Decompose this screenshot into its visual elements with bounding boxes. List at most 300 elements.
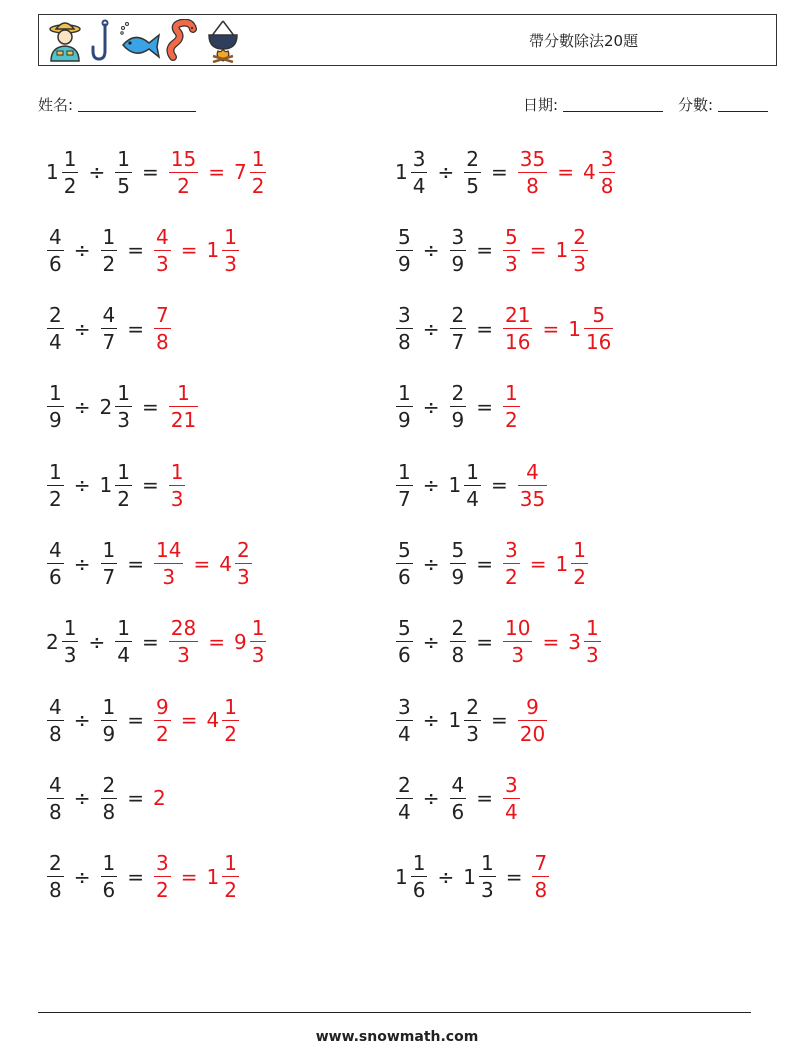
divisor-numerator: 1 (117, 616, 130, 641)
answer-denominator: 2 (169, 172, 198, 196)
answer-denominator: 3 (503, 641, 532, 665)
equals-sign: = (476, 316, 493, 341)
divisor-denominator: 3 (480, 878, 494, 903)
divide-sign: ÷ (422, 786, 440, 811)
answer-numerator: 1 (224, 694, 237, 719)
answer (500, 616, 604, 668)
dividend-fraction (47, 303, 64, 355)
answer-denominator: 20 (519, 721, 546, 746)
dividend-numerator: 1 (398, 459, 411, 484)
divisor-numerator: 1 (102, 538, 116, 562)
answer-denominator: 35 (519, 486, 546, 511)
divisor-numerator: 2 (466, 694, 479, 719)
dividend-fraction (47, 540, 64, 587)
answer-denominator: 2 (156, 878, 169, 903)
answer (166, 381, 201, 433)
divide-sign: ÷ (437, 864, 455, 889)
dividend-fraction (396, 224, 413, 276)
divisor-fraction (101, 303, 118, 355)
divisor-fraction (101, 540, 118, 587)
answer-fraction (571, 224, 588, 276)
equals-sign: = (141, 629, 159, 654)
answer-denominator: 2 (224, 878, 237, 903)
dividend-numerator: 3 (398, 694, 411, 719)
answer-denominator: 8 (518, 172, 547, 196)
answer-denominator: 2 (156, 721, 169, 746)
divide-sign: ÷ (73, 864, 91, 889)
problem-item (393, 377, 523, 437)
dividend-numerator: 2 (49, 303, 62, 328)
answer-denominator: 3 (585, 643, 599, 668)
divide-sign: ÷ (73, 708, 91, 733)
dividend-fraction (396, 459, 413, 511)
divide-sign: ÷ (73, 394, 91, 419)
divide-sign: ÷ (73, 473, 91, 498)
problem-item (393, 690, 550, 750)
fishing-hook-icon (89, 19, 113, 63)
equals-sign: = (141, 160, 159, 184)
dividend-fraction (47, 224, 64, 276)
dividend-fraction (47, 851, 64, 903)
answer-fraction (584, 303, 613, 355)
dividend-denominator: 2 (63, 173, 77, 198)
answer (500, 303, 616, 355)
divisor-numerator: 1 (102, 851, 116, 876)
equals-sign: = (476, 394, 493, 419)
answer (515, 146, 619, 198)
divisor-denominator: 9 (451, 408, 465, 433)
answer-fraction (503, 381, 520, 433)
answer-fraction (518, 146, 547, 198)
problem-item (44, 534, 255, 594)
divisor-denominator: 5 (466, 173, 479, 198)
answer-numerator: 2 (236, 538, 250, 562)
answer-fraction (503, 772, 520, 824)
dividend-denominator: 3 (63, 643, 77, 668)
divisor-denominator: 6 (102, 878, 116, 903)
problem-item (44, 142, 269, 202)
problem-item (44, 220, 242, 280)
problem-item (44, 455, 188, 515)
score-blank-line (718, 97, 768, 112)
divide-sign: ÷ (422, 708, 440, 733)
answer-denominator: 3 (236, 565, 250, 589)
answer-whole: 1 (206, 864, 220, 889)
answer-denominator: 3 (224, 251, 237, 276)
divisor-denominator: 7 (451, 330, 465, 355)
divisor-fraction (479, 851, 496, 903)
divisor-denominator: 9 (451, 251, 465, 276)
dividend-denominator: 6 (398, 643, 411, 668)
answer-denominator: 3 (156, 251, 169, 276)
problem-item (393, 534, 591, 594)
divisor-fraction (450, 772, 467, 824)
answer-equals-sign: = (529, 238, 547, 263)
answer-fraction (503, 303, 532, 355)
problem-item (44, 612, 269, 672)
answer-whole: 2 (153, 786, 166, 811)
dividend-whole: 1 (46, 160, 59, 184)
problem-item (393, 220, 591, 280)
answer-denominator: 3 (505, 251, 518, 276)
equals-sign: = (127, 238, 144, 263)
date-blank-line (563, 97, 663, 112)
dividend-fraction (396, 540, 413, 587)
equals-sign: = (476, 551, 493, 576)
answer-denominator: 3 (251, 643, 265, 668)
answer-denominator: 3 (169, 641, 198, 665)
answer (151, 851, 242, 903)
answer-equals-sign: = (529, 551, 547, 576)
dividend-denominator: 9 (49, 408, 62, 433)
answer (151, 303, 174, 355)
divisor-numerator: 4 (451, 772, 465, 797)
divide-sign: ÷ (73, 786, 91, 811)
dividend-numerator: 4 (49, 772, 62, 797)
answer-numerator: 1 (177, 381, 190, 406)
divisor-fraction (115, 381, 132, 433)
divide-sign: ÷ (88, 629, 106, 654)
dividend-fraction (411, 851, 428, 903)
answer (515, 694, 550, 746)
answer-whole: 1 (555, 238, 569, 263)
divide-sign: ÷ (422, 629, 440, 654)
divisor-denominator: 8 (451, 643, 465, 668)
dividend-denominator: 9 (398, 408, 411, 433)
footer-url: www.snowmath.com (315, 1029, 479, 1045)
problem-item (393, 299, 616, 359)
answer-numerator: 5 (505, 224, 518, 249)
footer-divider (38, 1012, 751, 1013)
answer-numerator: 7 (534, 851, 548, 876)
equals-sign: = (127, 786, 144, 811)
divide-sign: ÷ (422, 316, 440, 341)
answer-equals-sign: = (180, 708, 198, 733)
answer-fraction (154, 303, 171, 355)
answer-fraction (532, 851, 549, 903)
divisor-whole: 1 (448, 708, 462, 733)
dividend-fraction (396, 616, 413, 668)
equals-sign: = (141, 394, 159, 419)
divisor-fraction (115, 616, 132, 668)
divisor-whole: 1 (99, 473, 113, 498)
answer-fraction (154, 694, 171, 746)
answer (151, 694, 242, 746)
answer-numerator: 28 (170, 616, 197, 641)
answer-numerator: 1 (170, 459, 184, 484)
answer-numerator: 9 (526, 694, 539, 719)
answer-equals-sign: = (208, 629, 225, 654)
answer-numerator: 15 (170, 146, 197, 171)
dividend-denominator: 8 (49, 878, 62, 903)
answer-denominator: 2 (251, 173, 265, 198)
answer-numerator: 1 (505, 381, 518, 406)
answer-equals-sign: = (542, 629, 560, 654)
dividend-denominator: 4 (412, 173, 426, 198)
answer-fraction (503, 540, 520, 587)
date-field (523, 94, 663, 115)
name-field (38, 94, 196, 115)
answer (500, 772, 523, 824)
problem-item (393, 847, 552, 907)
divisor-numerator: 1 (102, 694, 116, 719)
answer-fraction (503, 616, 532, 668)
answer-fraction (599, 146, 616, 198)
divisor-whole: 2 (99, 394, 113, 419)
divisor-fraction (450, 224, 467, 276)
answer (500, 540, 591, 587)
divide-sign: ÷ (73, 238, 91, 263)
answer-whole: 4 (582, 160, 596, 184)
answer-numerator: 4 (156, 224, 169, 249)
answer-fraction (222, 694, 239, 746)
dividend-fraction (47, 459, 64, 511)
divisor-denominator: 4 (466, 486, 479, 511)
answer-denominator: 3 (170, 486, 184, 511)
equals-sign: = (141, 473, 159, 498)
worm-icon (165, 19, 199, 63)
answer (151, 224, 242, 276)
answer-numerator: 14 (156, 538, 182, 562)
divisor-numerator: 2 (466, 146, 479, 171)
answer-numerator: 3 (505, 772, 518, 797)
divide-sign: ÷ (88, 160, 106, 184)
answer-numerator: 1 (251, 146, 265, 171)
divisor-denominator: 6 (451, 799, 465, 824)
equals-sign: = (490, 160, 508, 184)
answer-numerator: 1 (224, 851, 237, 876)
problem-item (44, 690, 242, 750)
divisor-denominator: 3 (117, 408, 130, 433)
divisor-fraction (464, 146, 481, 198)
answer-equals-sign: = (180, 238, 198, 263)
answer (515, 459, 550, 511)
dividend-fraction (411, 146, 428, 198)
dividend-fraction (62, 146, 79, 198)
divide-sign: ÷ (422, 473, 440, 498)
answer-fraction (169, 381, 198, 433)
answer-whole: 4 (206, 708, 220, 733)
answer-fraction (169, 616, 198, 668)
dividend-numerator: 4 (49, 538, 62, 562)
equals-sign: = (127, 708, 144, 733)
dividend-numerator: 2 (49, 851, 62, 876)
answer-numerator: 10 (505, 616, 531, 641)
icon-strip (45, 19, 243, 63)
divisor-fraction (101, 851, 118, 903)
dividend-numerator: 5 (398, 224, 411, 249)
divide-sign: ÷ (422, 551, 440, 576)
answer-numerator: 1 (585, 616, 599, 641)
dividend-denominator: 4 (49, 330, 62, 355)
problem-item (393, 455, 550, 515)
dividend-denominator: 6 (49, 251, 62, 276)
answer-fraction (154, 540, 183, 587)
divisor-numerator: 1 (117, 381, 130, 406)
answer-denominator: 2 (224, 721, 237, 746)
divisor-numerator: 2 (451, 303, 465, 328)
answer-denominator: 21 (170, 408, 197, 433)
problem-item (44, 768, 166, 828)
answer-fraction (250, 616, 267, 668)
dividend-whole: 2 (46, 629, 59, 654)
answer-numerator: 1 (251, 616, 265, 641)
problem-item (44, 377, 201, 437)
dividend-numerator: 4 (49, 224, 62, 249)
answer-numerator: 9 (156, 694, 169, 719)
answer-numerator: 4 (526, 459, 539, 484)
answer-denominator: 8 (600, 173, 614, 198)
answer-fraction (222, 224, 239, 276)
answer-fraction (169, 459, 186, 511)
dividend-denominator: 9 (398, 251, 411, 276)
answer (529, 851, 552, 903)
answer-whole: 1 (555, 551, 569, 576)
worksheet-title: 帶分數除法20題 (529, 32, 639, 50)
divisor-denominator: 2 (102, 251, 116, 276)
divisor-denominator: 5 (117, 173, 130, 198)
answer-whole: 1 (206, 238, 220, 263)
answer (500, 381, 523, 433)
divisor-fraction (450, 540, 467, 587)
dividend-fraction (396, 694, 413, 746)
score-label: 分數: (678, 96, 714, 114)
divide-sign: ÷ (422, 394, 440, 419)
score-field (678, 94, 768, 115)
answer-whole: 1 (568, 316, 581, 341)
dividend-denominator: 6 (412, 878, 426, 903)
answer-denominator: 3 (154, 563, 183, 587)
dividend-numerator: 1 (412, 851, 426, 876)
answer-numerator: 1 (573, 538, 586, 562)
divisor-fraction (464, 459, 481, 511)
divisor-denominator: 8 (102, 799, 116, 824)
dividend-fraction (62, 616, 79, 668)
dividend-numerator: 5 (398, 538, 411, 562)
name-blank-line (78, 97, 196, 112)
answer-fraction (503, 224, 520, 276)
fisherman-icon (45, 19, 85, 63)
divisor-fraction (115, 146, 132, 198)
answer-numerator: 3 (505, 538, 518, 562)
dividend-whole: 1 (395, 160, 408, 184)
dividend-whole: 1 (395, 864, 408, 889)
dividend-denominator: 4 (398, 721, 411, 746)
fish-icon (117, 19, 161, 63)
divisor-numerator: 3 (451, 224, 465, 249)
equals-sign: = (476, 238, 493, 263)
divide-sign: ÷ (73, 551, 91, 576)
dividend-fraction (396, 772, 413, 824)
answer-equals-sign: = (208, 160, 225, 184)
dividend-denominator: 8 (49, 799, 62, 824)
answer-denominator: 2 (505, 408, 518, 433)
equals-sign: = (505, 864, 523, 889)
equals-sign: = (490, 473, 508, 498)
answer-fraction (571, 540, 588, 587)
problem-item (393, 768, 523, 828)
divisor-fraction (464, 694, 481, 746)
dividend-denominator: 6 (398, 565, 411, 589)
divisor-denominator: 2 (117, 486, 130, 511)
dividend-fraction (47, 694, 64, 746)
answer-denominator: 3 (573, 251, 586, 276)
divisor-whole: 1 (448, 473, 462, 498)
divisor-numerator: 2 (451, 381, 465, 406)
answer-whole: 4 (219, 551, 232, 576)
answer-denominator: 4 (505, 799, 518, 824)
answer-whole: 3 (568, 629, 581, 654)
divisor-numerator: 1 (117, 459, 130, 484)
answer-denominator: 8 (156, 330, 169, 355)
divisor-fraction (101, 694, 118, 746)
answer-denominator: 8 (534, 878, 548, 903)
dividend-numerator: 1 (398, 381, 411, 406)
answer (500, 224, 591, 276)
dividend-numerator: 1 (63, 146, 77, 171)
answer-fraction (235, 540, 252, 587)
dividend-numerator: 2 (398, 772, 411, 797)
dividend-fraction (47, 772, 64, 824)
divisor-denominator: 4 (117, 643, 130, 668)
equals-sign: = (476, 629, 493, 654)
dividend-numerator: 3 (412, 146, 426, 171)
answer-denominator: 16 (585, 330, 612, 355)
answer-fraction (169, 146, 198, 198)
dividend-denominator: 2 (49, 486, 62, 511)
divisor-numerator: 1 (466, 459, 479, 484)
divisor-numerator: 1 (117, 146, 130, 171)
dividend-fraction (47, 381, 64, 433)
divisor-fraction (450, 303, 467, 355)
dividend-numerator: 1 (49, 459, 62, 484)
dividend-numerator: 1 (63, 616, 77, 641)
problem-item (44, 847, 242, 907)
divisor-fraction (450, 616, 467, 668)
divisor-denominator: 3 (466, 721, 479, 746)
dividend-fraction (396, 303, 413, 355)
dividend-numerator: 5 (398, 616, 411, 641)
date-label: 日期: (523, 96, 559, 114)
answer-equals-sign: = (193, 551, 211, 576)
answer (166, 459, 189, 511)
dividend-denominator: 8 (49, 721, 62, 746)
divisor-fraction (101, 772, 118, 824)
answer-numerator: 21 (505, 303, 531, 328)
dividend-numerator: 3 (398, 303, 411, 328)
answer-fraction (518, 459, 547, 511)
problem-item (44, 299, 174, 359)
answer-whole: 9 (233, 629, 247, 654)
answer-denominator: 16 (505, 330, 531, 355)
divisor-fraction (115, 459, 132, 511)
equals-sign: = (476, 786, 493, 811)
divisor-numerator: 2 (102, 772, 116, 797)
divisor-fraction (101, 224, 118, 276)
answer (166, 616, 270, 668)
answer-fraction (154, 224, 171, 276)
answer-denominator: 2 (573, 565, 586, 589)
divisor-numerator: 1 (480, 851, 494, 876)
dividend-denominator: 6 (49, 565, 62, 589)
equals-sign: = (490, 708, 508, 733)
divide-sign: ÷ (73, 316, 91, 341)
answer-equals-sign: = (180, 864, 198, 889)
answer-numerator: 7 (156, 303, 169, 328)
dividend-denominator: 7 (398, 486, 411, 511)
answer-fraction (154, 851, 171, 903)
equals-sign: = (127, 316, 144, 341)
